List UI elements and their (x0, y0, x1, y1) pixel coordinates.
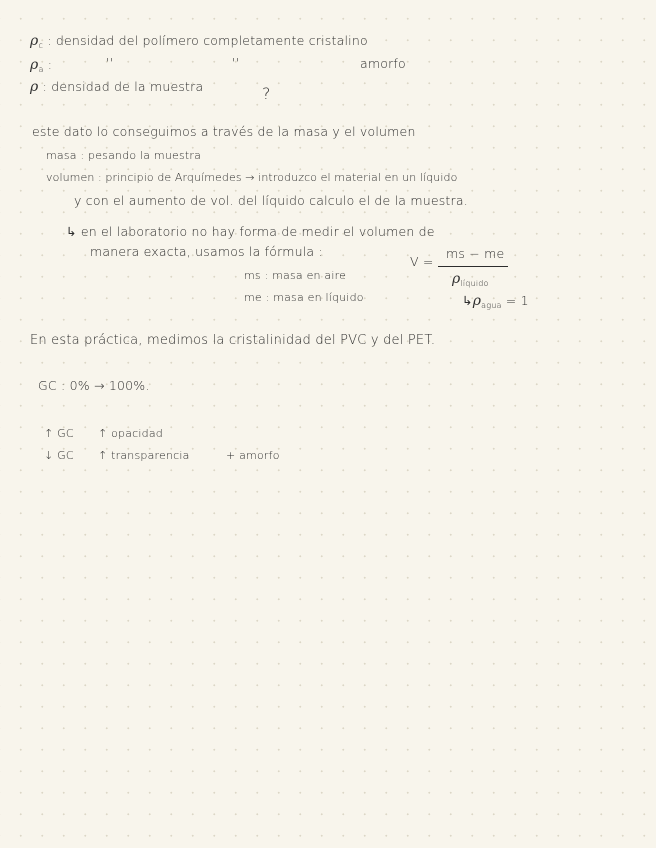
volumen-line-1: volumen : principio de Arquímedes → introduzco el material en un líquido (46, 171, 458, 184)
rho-water-symbol: ρ (472, 293, 482, 309)
formula-v: V = (410, 254, 434, 269)
formula-numerator: ms − me (446, 246, 505, 261)
effect-row1-opacity: ↑ opacidad (98, 427, 163, 440)
ditto-mark-2: '' (232, 55, 240, 70)
rho-a-subscript: a (38, 65, 44, 74)
masa-line: masa : pesando la muestra (46, 149, 202, 162)
rho-symbol: ρ (30, 79, 39, 95)
rho-a-colon: : (47, 57, 53, 72)
formula-denominator (452, 272, 489, 288)
rho-c-symbol: ρ (30, 33, 39, 49)
effect-row2-amorphous: + amorfo (226, 449, 280, 462)
rho-a-symbol-line (30, 58, 52, 74)
method-intro: este dato lo conseguimos a través de la masa y el volumen (32, 124, 416, 139)
volumen-line-2: y con el aumento de vol. del líquido calculo el de la muestra. (74, 193, 468, 208)
rho-c-text: : densidad del polímero completamente cristalino (47, 33, 368, 48)
rho-liquid-subscript: líquido (460, 279, 489, 288)
water-arrow: ↳ (462, 293, 473, 308)
effect-row2-transparency: ↑ transparencia (98, 449, 190, 462)
ms-definition: ms : masa en aire (244, 269, 347, 282)
rho-definition (30, 80, 203, 94)
practice-text: En esta práctica, medimos la cristalinidad del PVC y del PET. (30, 333, 436, 348)
effect-row1-gc: ↑ GC (44, 427, 74, 440)
question-mark: ? (262, 84, 271, 103)
rho-c-definition (30, 34, 368, 50)
water-value: = 1 (505, 293, 529, 308)
rho-water-subscript: agua (481, 301, 502, 310)
rho-liquid-symbol: ρ (452, 271, 461, 287)
water-density (462, 294, 529, 310)
rho-a-text: amorfo (360, 56, 406, 71)
rho-text: : densidad de la muestra (42, 79, 204, 94)
lab-line-2: manera exacta, usamos la fórmula : (90, 244, 323, 259)
rho-c-subscript: c (38, 41, 44, 50)
ditto-mark-1: '' (106, 55, 114, 70)
gc-range: GC : 0% → 100%. (38, 378, 150, 393)
lab-line-1: ↳ en el laboratorio no hay forma de medir el volumen de (66, 224, 435, 239)
effect-row2-gc: ↓ GC (44, 449, 74, 462)
me-definition: me : masa en líquido (244, 291, 364, 304)
fraction-bar (438, 266, 508, 267)
rho-a-symbol: ρ (30, 57, 39, 73)
